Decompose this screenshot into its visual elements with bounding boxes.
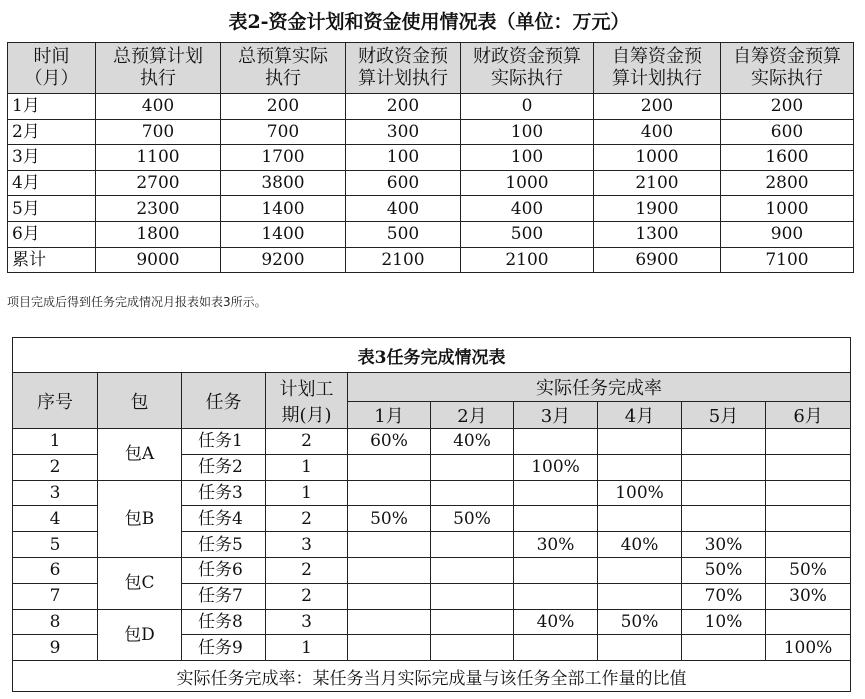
value-cell: 2100 [594,170,721,196]
task-cell: 任务8 [182,609,266,635]
header-actual-rate: 实际任务完成率 [348,373,851,402]
period-cell: 3 [266,609,348,635]
header-month-5: 5月 [682,402,766,429]
task-cell: 任务1 [182,429,266,455]
header-period: 计划工 期(月) [266,373,348,429]
header-total-plan: 总预算计划 执行 [96,43,221,94]
table2-title: 表2-资金计划和资金使用情况表（单位：万元） [228,11,630,33]
table-row [8,170,854,196]
funds-table [7,42,854,273]
rate-cell [348,480,431,506]
table-row [13,609,851,635]
table3-footnote: 实际任务完成率：某任务当月实际完成量与该任务全部工作量的比值 [13,661,851,692]
task-cell: 任务7 [182,583,266,609]
table-row [8,119,854,145]
rate-cell: 50% [766,557,851,583]
header-fiscal-actual: 财政资金预算 实际执行 [461,43,594,94]
value-cell: 1800 [96,221,221,247]
value-cell: 1000 [594,145,721,171]
period-cell: 3 [266,532,348,558]
rate-cell [431,532,514,558]
value-cell: 200 [594,94,721,120]
task-cell: 任务4 [182,506,266,532]
rate-cell [431,609,514,635]
funds-table-header-row [8,43,854,94]
rate-cell [766,532,851,558]
table-row [13,429,851,455]
value-cell: 500 [461,221,594,247]
period-cell: 1 [266,635,348,661]
table-row [13,557,851,583]
value-cell: 200 [221,94,346,120]
value-cell: 100 [461,119,594,145]
rate-cell [598,506,682,532]
period-cell: 2 [266,506,348,532]
seq-cell: 2 [13,454,98,480]
task-cell: 任务2 [182,454,266,480]
value-cell: 1000 [461,170,594,196]
rate-cell [431,557,514,583]
rate-cell: 50% [598,609,682,635]
header-total-actual: 总预算实际 执行 [221,43,346,94]
value-cell: 2800 [721,170,854,196]
rate-cell [348,635,431,661]
rate-cell [348,583,431,609]
rate-cell [766,480,851,506]
rate-cell [682,454,766,480]
value-cell: 6900 [594,247,721,273]
value-cell: 200 [346,94,461,120]
value-cell: 2100 [461,247,594,273]
rate-cell: 50% [431,506,514,532]
rate-cell: 100% [598,480,682,506]
rate-cell: 40% [514,609,598,635]
header-month-1: 1月 [348,402,431,429]
value-cell: 700 [221,119,346,145]
table-row [8,94,854,120]
table-row [8,145,854,171]
rate-cell [514,557,598,583]
value-cell: 1400 [221,221,346,247]
rate-cell [766,454,851,480]
task-cell: 任务3 [182,480,266,506]
table3-title: 表3任务完成情况表 [13,338,851,373]
rate-cell [431,454,514,480]
value-cell: 1000 [721,196,854,222]
rate-cell: 60% [348,429,431,455]
seq-cell: 3 [13,480,98,506]
period-cell: 2 [266,429,348,455]
value-cell: 2300 [96,196,221,222]
rate-cell: 50% [348,506,431,532]
rate-cell [766,609,851,635]
rate-cell [514,506,598,532]
period-cell: 1 [266,480,348,506]
value-cell: 1100 [96,145,221,171]
month-cell: 累计 [8,247,96,273]
rate-cell: 70% [682,583,766,609]
rate-cell: 100% [766,635,851,661]
header-month-2: 2月 [431,402,514,429]
value-cell: 1700 [221,145,346,171]
header-month-3: 3月 [514,402,598,429]
intro-note: 项目完成后得到任务完成情况月报表如表3所示。 [7,295,267,309]
table-row [8,221,854,247]
table-row [8,196,854,222]
value-cell: 9200 [221,247,346,273]
month-cell: 1月 [8,94,96,120]
seq-cell: 1 [13,429,98,455]
rate-cell [514,635,598,661]
header-self-plan: 自筹资金预 算计划执行 [594,43,721,94]
value-cell: 400 [461,196,594,222]
rate-cell [598,635,682,661]
task-cell: 任务5 [182,532,266,558]
rate-cell: 30% [682,532,766,558]
header-fiscal-plan: 财政资金预 算计划执行 [346,43,461,94]
rate-cell: 40% [431,429,514,455]
package-cell: 包A [98,429,182,481]
header-task: 任务 [182,373,266,429]
rate-cell [348,557,431,583]
value-cell: 2100 [346,247,461,273]
task-table [12,337,851,692]
table-row [13,480,851,506]
rate-cell [348,532,431,558]
package-cell: 包B [98,480,182,557]
rate-cell [431,635,514,661]
rate-cell: 30% [514,532,598,558]
rate-cell [514,480,598,506]
value-cell: 100 [346,145,461,171]
rate-cell: 10% [682,609,766,635]
seq-cell: 7 [13,583,98,609]
value-cell: 200 [721,94,854,120]
rate-cell [598,429,682,455]
period-cell: 2 [266,557,348,583]
rate-cell: 50% [682,557,766,583]
header-self-actual: 自筹资金预算 实际执行 [721,43,854,94]
rate-cell [598,557,682,583]
rate-cell [766,429,851,455]
task-cell: 任务6 [182,557,266,583]
rate-cell [682,480,766,506]
rate-cell [598,583,682,609]
value-cell: 600 [346,170,461,196]
rate-cell [682,635,766,661]
value-cell: 1600 [721,145,854,171]
value-cell: 7100 [721,247,854,273]
value-cell: 1400 [221,196,346,222]
package-cell: 包C [98,557,182,609]
rate-cell [348,609,431,635]
value-cell: 1900 [594,196,721,222]
package-cell: 包D [98,609,182,661]
rate-cell [682,429,766,455]
value-cell: 1300 [594,221,721,247]
value-cell: 9000 [96,247,221,273]
value-cell: 700 [96,119,221,145]
rate-cell [514,429,598,455]
value-cell: 400 [594,119,721,145]
period-cell: 1 [266,454,348,480]
header-month: 时间 （月） [8,43,96,94]
month-cell: 5月 [8,196,96,222]
rate-cell [766,506,851,532]
value-cell: 500 [346,221,461,247]
value-cell: 400 [96,94,221,120]
period-cell: 2 [266,583,348,609]
value-cell: 900 [721,221,854,247]
seq-cell: 9 [13,635,98,661]
month-cell: 3月 [8,145,96,171]
table-row [8,247,854,273]
rate-cell: 100% [514,454,598,480]
value-cell: 2700 [96,170,221,196]
header-month-4: 4月 [598,402,682,429]
seq-cell: 6 [13,557,98,583]
value-cell: 300 [346,119,461,145]
rate-cell [431,480,514,506]
rate-cell [598,454,682,480]
month-cell: 2月 [8,119,96,145]
rate-cell [348,454,431,480]
month-cell: 6月 [8,221,96,247]
header-month-6: 6月 [766,402,851,429]
header-seq: 序号 [13,373,98,429]
header-package: 包 [98,373,182,429]
month-cell: 4月 [8,170,96,196]
value-cell: 100 [461,145,594,171]
value-cell: 600 [721,119,854,145]
seq-cell: 5 [13,532,98,558]
seq-cell: 4 [13,506,98,532]
rate-cell: 30% [766,583,851,609]
value-cell: 0 [461,94,594,120]
rate-cell [682,506,766,532]
value-cell: 3800 [221,170,346,196]
rate-cell [514,583,598,609]
value-cell: 400 [346,196,461,222]
task-cell: 任务9 [182,635,266,661]
seq-cell: 8 [13,609,98,635]
rate-cell: 40% [598,532,682,558]
rate-cell [431,583,514,609]
